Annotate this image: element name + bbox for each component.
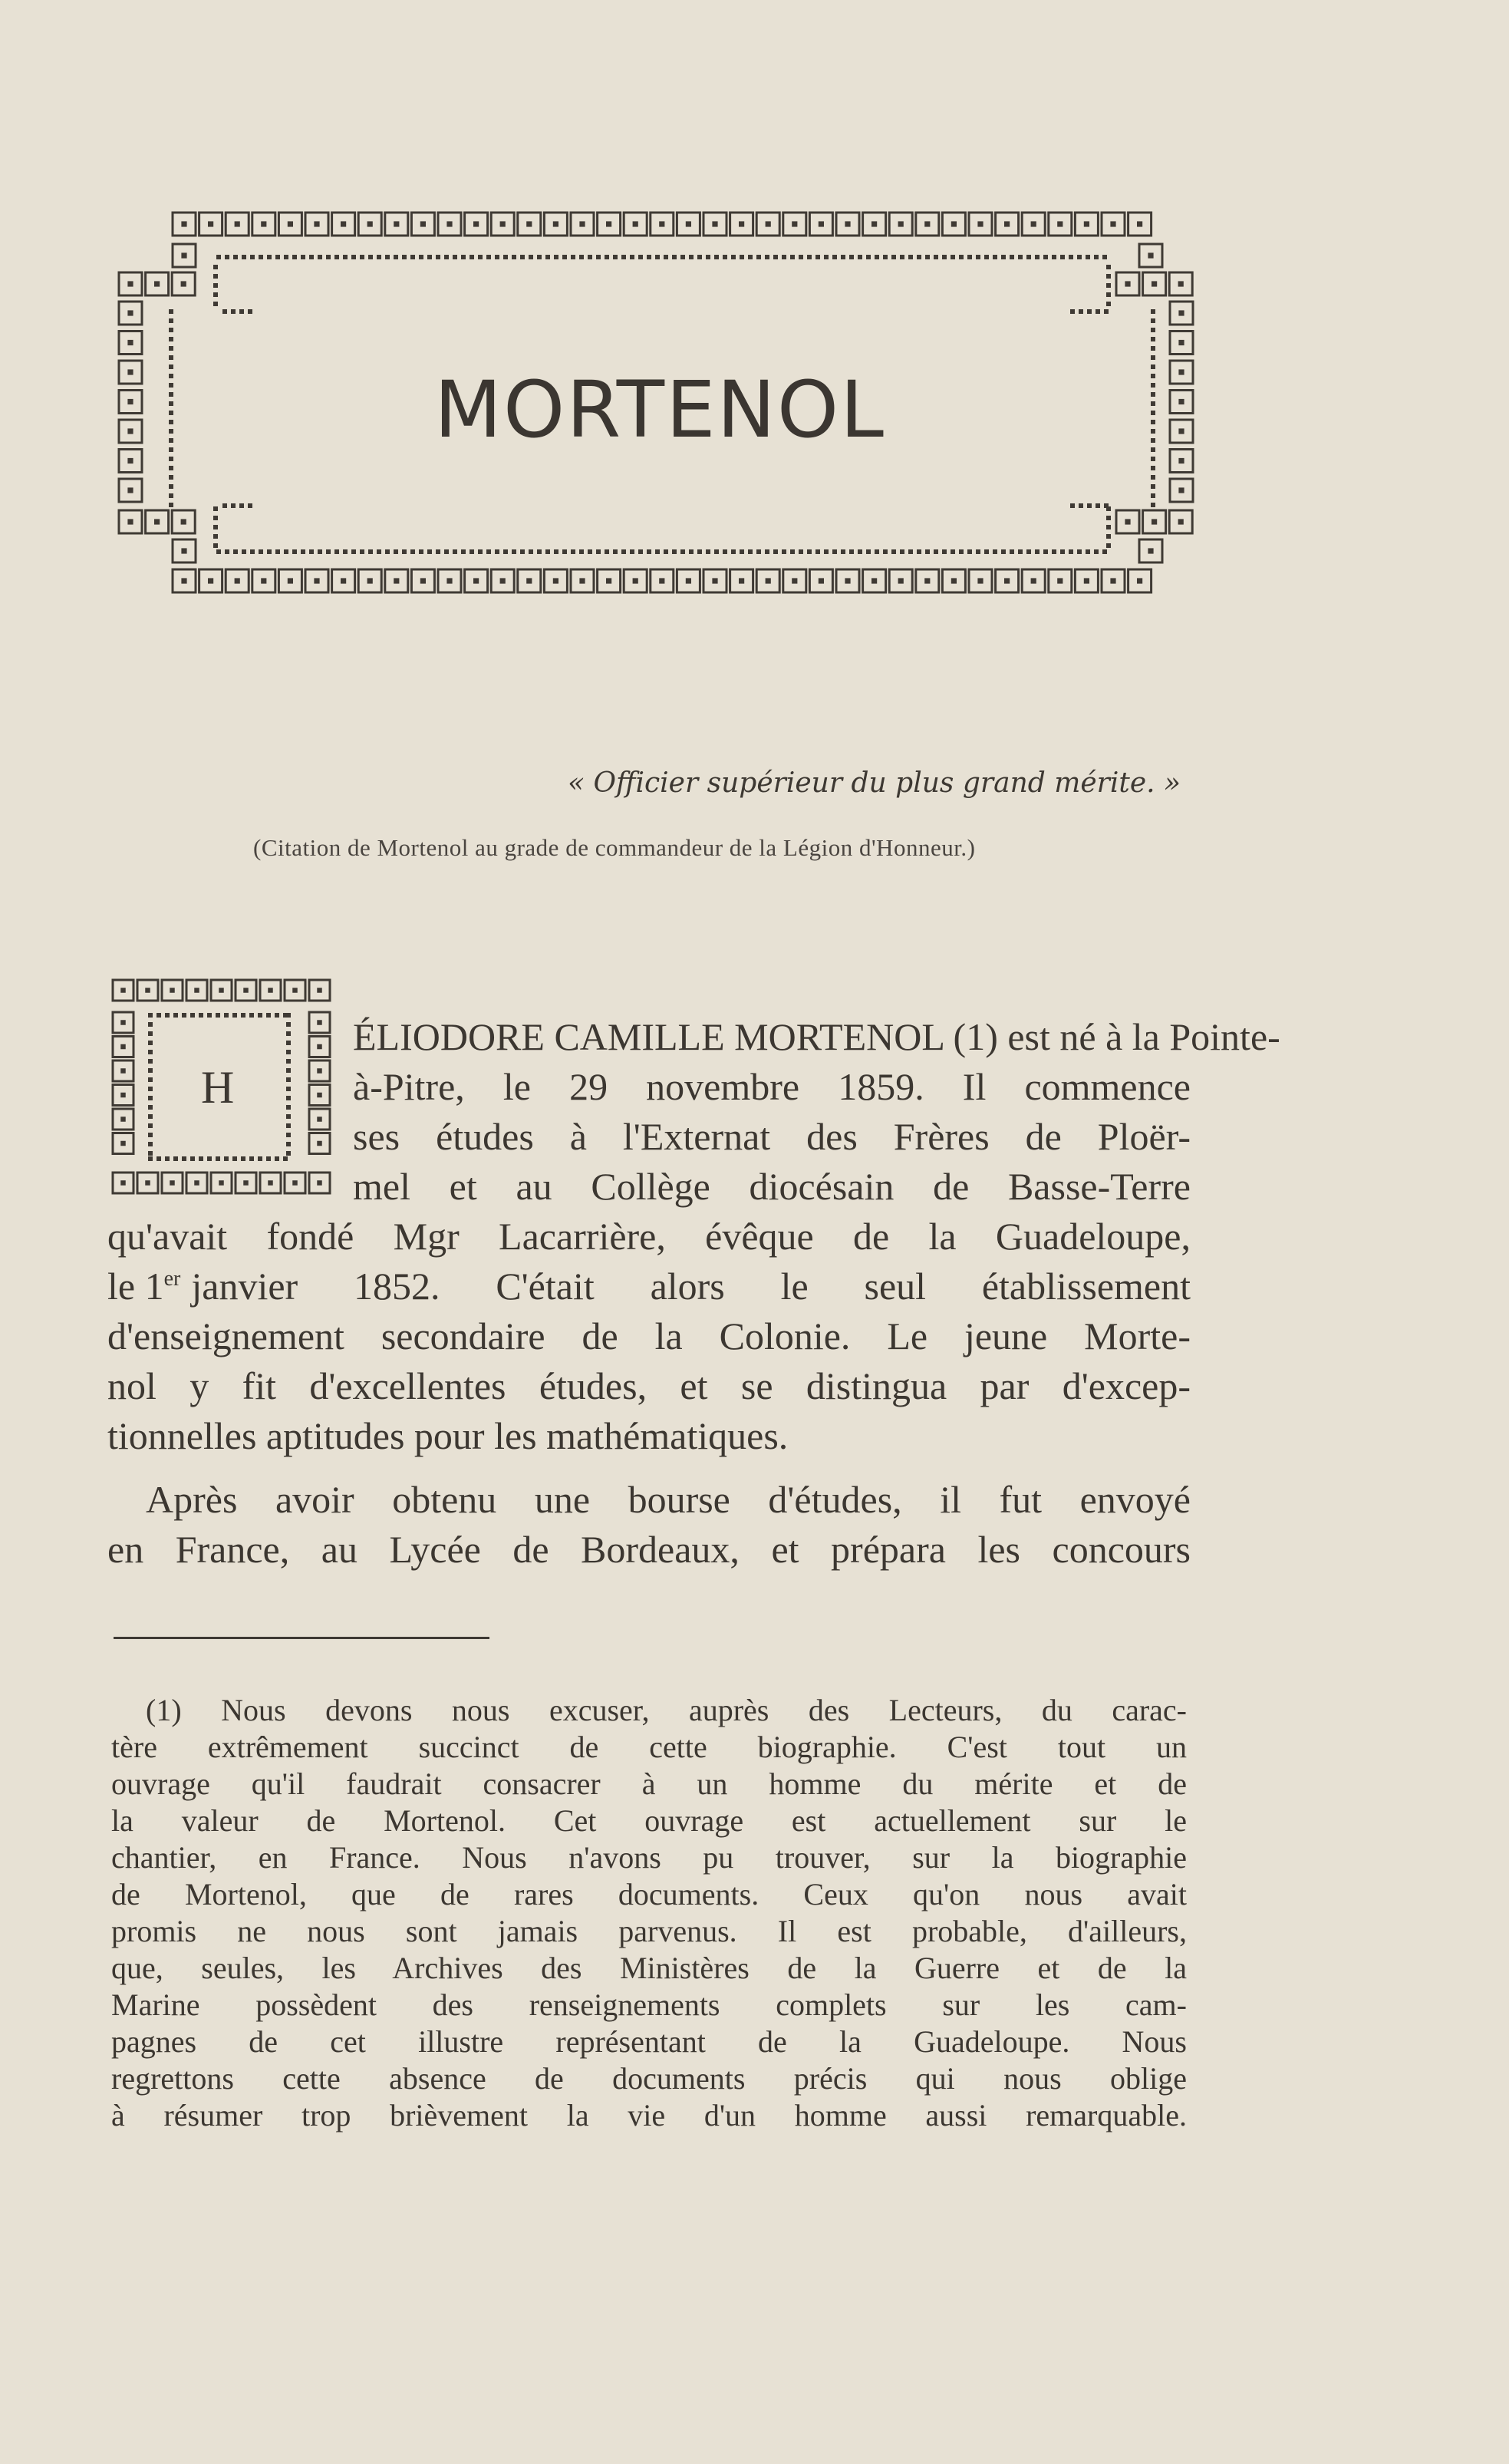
epigraph-citation: (Citation de Mortenol au grade de commandeur de la Légion d'Honneur.) bbox=[253, 834, 976, 861]
footnote-line: ouvrage qu'il faudrait consacrer à un homme du mérite et de bbox=[111, 1766, 1187, 1801]
footnote-line: de Mortenol, que de rares documents. Ceux qu'on nous avait bbox=[111, 1877, 1187, 1911]
footnote-line: à résumer trop brièvement la vie d'un homme aussi remarquable. bbox=[111, 2098, 1187, 2132]
body-line: à-Pitre, le 29 novembre 1859. Il commence bbox=[353, 1065, 1191, 1108]
epigraph-quote: « Officier supérieur du plus grand mérite. » bbox=[568, 767, 1181, 799]
body-line: Après avoir obtenu une bourse d'études, il fut envoyé bbox=[146, 1478, 1191, 1521]
body-line-start bbox=[107, 1264, 180, 1308]
footnote-rule bbox=[114, 1637, 489, 1639]
footnote-line: Marine possèdent des renseignements complets sur les cam- bbox=[111, 1987, 1187, 2022]
footnote-line: que, seules, les Archives des Ministères de la Guerre et de la bbox=[111, 1951, 1187, 1985]
page-title: MORTENOL bbox=[434, 364, 885, 456]
body-line-rest: janvier 1852. C'était alors le seul établissement bbox=[191, 1265, 1191, 1308]
footnote-line: pagnes de cet illustre représentant de la Guadeloupe. Nous bbox=[111, 2024, 1187, 2059]
dropcap-letter: H bbox=[201, 1062, 235, 1113]
ordinal-superscript: er bbox=[163, 1267, 181, 1291]
body-line bbox=[107, 1264, 1191, 1308]
footnote-line: tère extrêmement succinct de cette biographie. C'est tout un bbox=[111, 1730, 1187, 1764]
body-line: tionnelles aptitudes pour les mathématiques. bbox=[107, 1414, 789, 1457]
body-line: qu'avait fondé Mgr Lacarrière, évêque de la Guadeloupe, bbox=[107, 1215, 1191, 1258]
title-frame bbox=[115, 207, 1204, 606]
date-day: le 1 bbox=[107, 1265, 164, 1308]
body-line: d'enseignement secondaire de la Colonie. Le jeune Morte- bbox=[107, 1314, 1191, 1357]
footnote-line: (1) Nous devons nous excuser, auprès des Lecteurs, du carac- bbox=[146, 1693, 1187, 1727]
footnote-line: promis ne nous sont jamais parvenus. Il est probable, d'ailleurs, bbox=[111, 1914, 1187, 1948]
footnote-line: chantier, en France. Nous n'avons pu trouver, sur la biographie bbox=[111, 1840, 1187, 1875]
footnote-line: la valeur de Mortenol. Cet ouvrage est actuellement sur le bbox=[111, 1803, 1187, 1838]
body-line: ses études à l'Externat des Frères de Ploër- bbox=[353, 1115, 1191, 1158]
body-line: mel et au Collège diocésain de Basse-Terre bbox=[353, 1165, 1191, 1208]
body-first-line-text: ÉLIODORE CAMILLE MORTENOL (1) est né à la Pointe- bbox=[353, 1015, 1280, 1058]
body-line: en France, au Lycée de Bordeaux, et prépara les concours bbox=[107, 1528, 1191, 1571]
body-line-first bbox=[353, 1014, 1280, 1059]
body-line: nol y fit d'excellentes études, et se distingua par d'excep- bbox=[107, 1364, 1191, 1407]
footnote-line: regrettons cette absence de documents précis qui nous oblige bbox=[111, 2061, 1187, 2096]
